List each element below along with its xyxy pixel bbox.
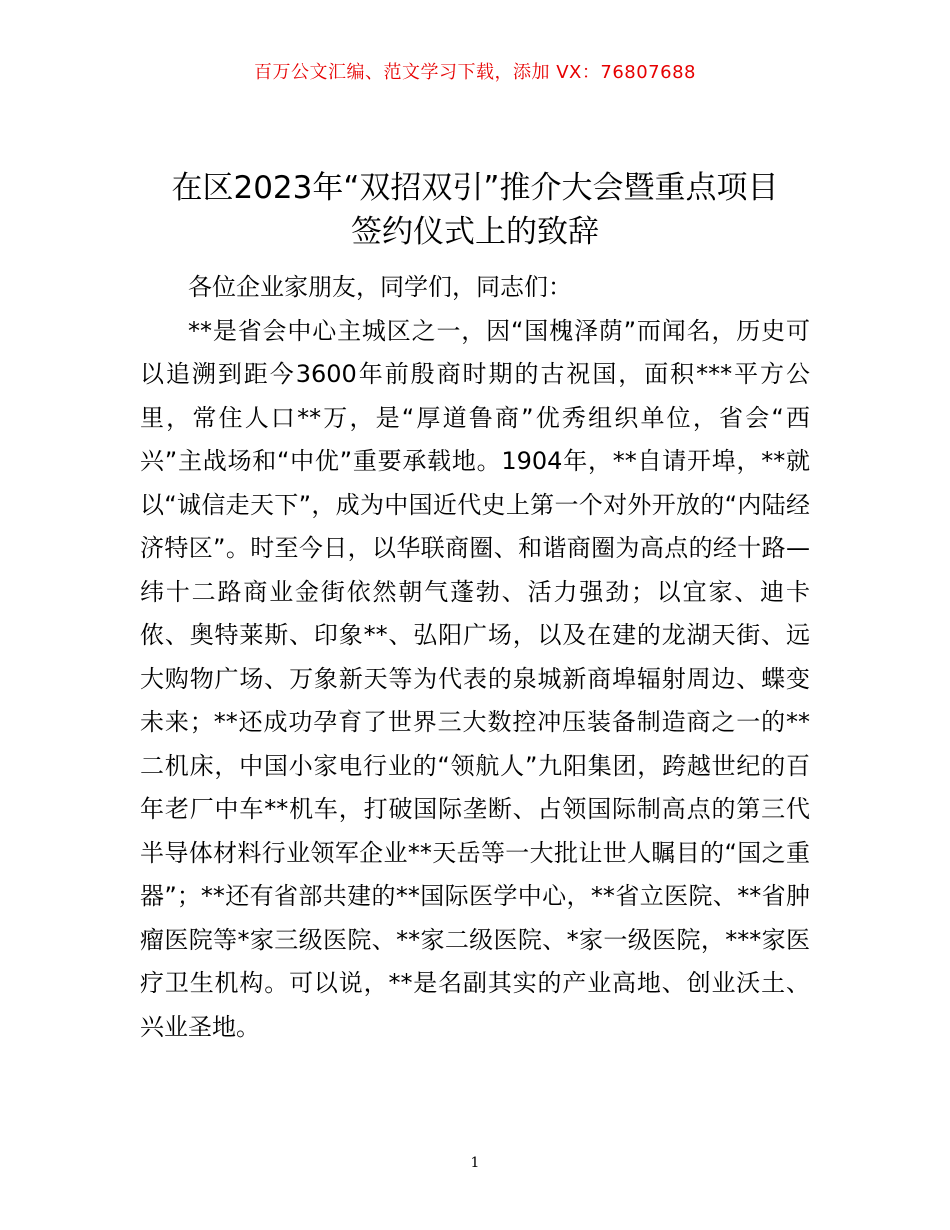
page-number: 1 [470,1155,480,1171]
document-title-line-2: 签约仪式上的致辞 [351,214,599,250]
document-title [140,166,810,254]
document-title-line-1: 在区2023年“双招双引”推介大会暨重点项目 [171,170,779,206]
salutation: 各位企业家朋友，同学们，同志们： [188,273,572,301]
document-body [140,266,810,1049]
body-paragraph: **是省会中心主城区之一，因“国槐泽荫”而闻名，历史可以追溯到距今3600年前殷商时期的古祝国，面积***平方公里，常住人口**万，是“厚道鲁商”优秀组织单位，省会“西兴”主战场和“中优”重要承载地。1904年，**自请开埠，**就以“诚信走天下”，成为中国近代史上第一个对外开放的“内陆经济特区”。时至今日，以华联商圈、和谐商圈为高点的经十路—纬十二路商业金街依然朝气蓬勃、活力强劲；以宜家、迪卡侬、奥特莱斯、印象**、弘阳广场，以及在建的龙湖天街、远大购物广场、万象新天等为代表的泉城新商埠辐射周边、蝶变未来；**还成功孕育了世界三大数控冲压装备制造商之一的**二机床，中国小家电行业的“领航人”九阳集团，跨越世纪的百年老厂中车**机车，打破国际垄断、占领国际制高点的第三代半导体材料行业领军企业**天岳等一大批让世人瞩目的“国之重器”；**还有省部共建的**国际医学中心，**省立医院、**省肿瘤医院等*家三级医院、**家二级医院、*家一级医院，***家医疗卫生机构。可以说，**是名副其实的产业高地、创业沃土、兴业圣地。 [140,316,810,1041]
header-watermark-note: 百万公文汇编、范文学习下载，添加 VX：76807688 [254,62,696,83]
